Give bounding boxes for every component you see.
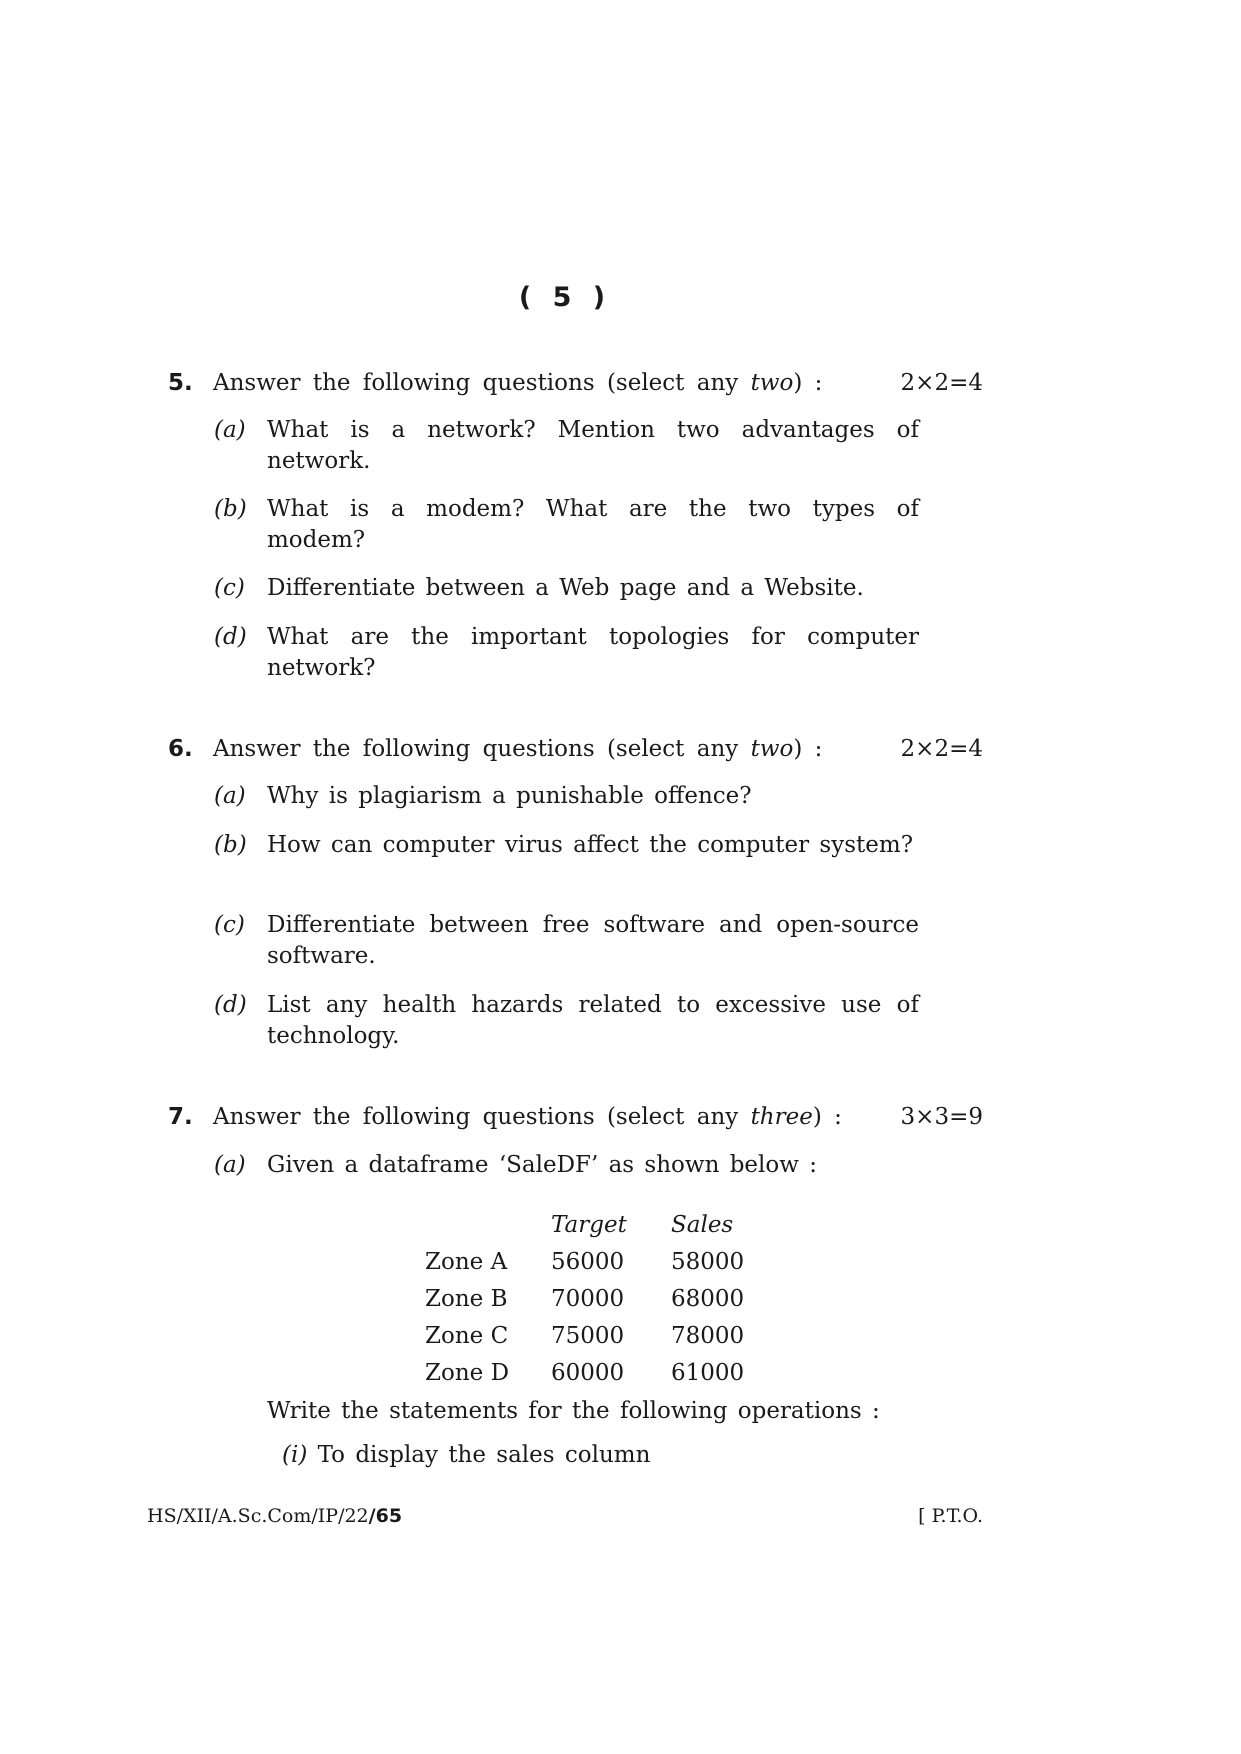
question-marks: 2×2=4 bbox=[900, 370, 983, 396]
pto-marker: [ P.T.O. bbox=[918, 1505, 983, 1527]
question-marks: 2×2=4 bbox=[900, 736, 983, 762]
column-header-target: Target bbox=[551, 1211, 627, 1238]
question-prompt: Answer the following questions (select any three) : bbox=[213, 1104, 842, 1130]
question-prompt: Answer the following questions (select any two) : bbox=[213, 736, 823, 762]
table-row: Zone B 70000 68000 bbox=[425, 1285, 745, 1312]
question-number: 6. bbox=[168, 736, 193, 762]
instruction-text: Write the statements for the following operations : bbox=[267, 1398, 880, 1424]
q7-sub-a: (a) Given a dataframe ‘SaleDF’ as shown below : bbox=[214, 1152, 817, 1178]
q5-sub-c: (c) Differentiate between a Web page and a Website. bbox=[214, 575, 864, 601]
table-row: Zone D 60000 61000 bbox=[425, 1359, 745, 1386]
column-header-sales: Sales bbox=[671, 1211, 734, 1238]
question-number: 7. bbox=[168, 1104, 193, 1130]
q5-sub-b: (b) What is a modem? What are the two types of modem? bbox=[214, 496, 919, 553]
table-header-row bbox=[425, 1206, 771, 1243]
q5-sub-d: (d) What are the important topologies for computer network? bbox=[214, 624, 919, 681]
q6-sub-c: (c) Differentiate between free software and open-source software. bbox=[214, 912, 919, 969]
table-row: Zone A 56000 58000 bbox=[425, 1248, 745, 1275]
operation-i: (i) To display the sales column bbox=[282, 1442, 651, 1468]
saledf-table bbox=[425, 1206, 771, 1391]
q6-sub-d: (d) List any health hazards related to excessive use of technology. bbox=[214, 992, 919, 1049]
paper-code: HS/XII/A.Sc.Com/IP/22/65 bbox=[147, 1505, 403, 1527]
q5-sub-a: (a) What is a network? Mention two advantages of network. bbox=[214, 417, 919, 474]
q6-sub-b: (b) How can computer virus affect the computer system? bbox=[214, 832, 914, 858]
question-marks: 3×3=9 bbox=[900, 1104, 983, 1130]
question-number: 5. bbox=[168, 370, 193, 396]
page-number: ( 5 ) bbox=[518, 282, 612, 313]
question-prompt: Answer the following questions (select any two) : bbox=[213, 370, 823, 396]
table-row: Zone C 75000 78000 bbox=[425, 1322, 745, 1349]
q6-sub-a: (a) Why is plagiarism a punishable offence? bbox=[214, 783, 752, 809]
